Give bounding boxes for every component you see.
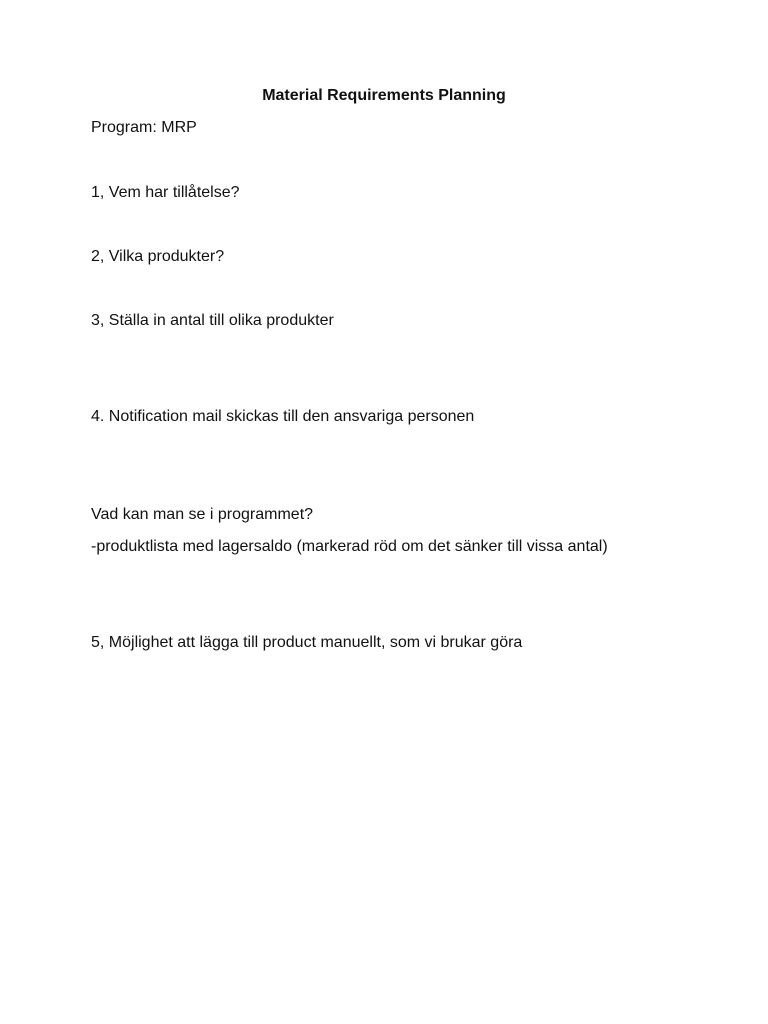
question-1: 1, Vem har tillåtelse? [91, 184, 240, 201]
section-question: Vad kan man se i programmet? [91, 506, 314, 523]
section-detail: -produktlista med lagersaldo (markerad röd om det sänker till vissa antal) [91, 538, 608, 555]
question-4: 4. Notification mail skickas till den ansvariga personen [91, 408, 475, 425]
document-title: Material Requirements Planning [262, 87, 506, 104]
question-5: 5, Möjlighet att lägga till product manuellt, som vi brukar göra [91, 634, 523, 651]
program-line: Program: MRP [91, 119, 197, 136]
question-3: 3, Ställa in antal till olika produkter [91, 312, 334, 329]
question-2: 2, Vilka produkter? [91, 248, 225, 265]
